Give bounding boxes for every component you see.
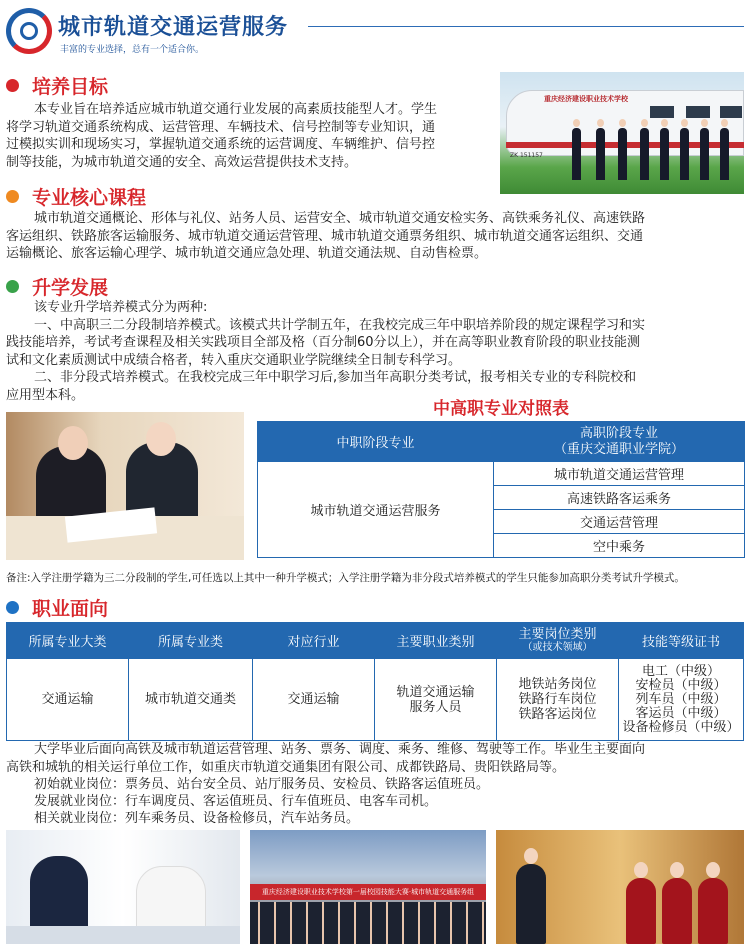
train-crew-photo	[500, 72, 744, 194]
header-divider	[308, 26, 744, 27]
courses-line: 城市轨道交通概论、形体与礼仪、站务人员、运营安全、城市轨道交通安检实务、高铁乘务礼仪、高速铁路	[34, 211, 646, 226]
job-header: 所属专业类	[129, 623, 253, 659]
bullet-dot-icon	[6, 280, 19, 293]
section-training-heading	[6, 72, 108, 99]
job-header: 对应行业	[253, 623, 375, 659]
training-line: 本专业旨在培养适应城市轨道交通行业发展的高素质技能型人才。学生	[34, 102, 438, 117]
training-text	[6, 101, 498, 171]
comparison-right-value: 交通运营管理	[494, 510, 745, 534]
further-line: 二、非分段式培养模式。在我校完成三年中职学习后,参加当年高职分类考试，报考相关专业的专科院校和	[34, 370, 637, 385]
further-line: 一、中高职三二分段制培养模式。该模式共计学制五年，在我校完成三年中职培养阶段的规定课程学习和实	[34, 317, 646, 333]
job-cell: 城市轨道交通类	[129, 659, 253, 741]
skills-competition-photo	[250, 830, 486, 944]
competition-banner: 重庆经济建设职业技术学校第一届校园技能大赛·城市轨道交通服务组	[250, 884, 486, 900]
section-further-heading	[6, 273, 108, 300]
initial-positions: 初始就业岗位：票务员、站台安全员、站厅服务员、安检员、铁路客运值班员。	[34, 777, 490, 792]
school-logo-icon	[6, 8, 52, 54]
bullet-dot-icon	[6, 601, 19, 614]
job-header: 主要岗位类别 （或技术领域）	[497, 623, 619, 659]
train-number: ZK 151157	[510, 152, 543, 159]
section-career-title: 职业面向	[32, 598, 109, 620]
employment-text	[6, 741, 744, 776]
job-cell: 地铁站务岗位 铁路行车岗位 铁路客运岗位	[497, 659, 619, 741]
training-line: 过模拟实训和现场实习，掌握轨道交通系统的运营调度、车辆维护、信号控	[6, 137, 436, 152]
section-courses-heading	[6, 183, 146, 210]
further-line: 试和文化素质测试中成绩合格者，转入重庆交通职业学院继续全日制专科学习。	[6, 352, 462, 368]
comparison-left-value: 城市轨道交通运营服务	[258, 462, 494, 558]
courses-line: 运输概论、旅客运输心理学、城市轨道交通应急处理、轨道交通法规、自动售检票。	[6, 246, 488, 261]
develop-positions: 发展就业岗位：行车调度员、客运值班员、行车值班员、电客车司机。	[34, 794, 438, 809]
comparison-title: 中高职专业对照表	[433, 399, 569, 419]
job-header: 所属专业大类	[7, 623, 129, 659]
training-line: 制等技能，为城市轨道交通的安全、高效运营提供技术支持。	[6, 154, 358, 170]
train-school-name: 重庆经济建设职业技术学校	[544, 95, 628, 103]
crew-uniform-photo	[496, 830, 744, 944]
comparison-right-value: 城市轨道交通运营管理	[494, 462, 745, 486]
courses-text	[6, 210, 744, 263]
page-subtitle: 丰富的专业选择，总有一个适合你。	[60, 45, 205, 55]
employment-line: 大学毕业后面向高铁及城市轨道运营管理、站务、票务、调度、乘务、维修、驾驶等工作。毕业生主要面向	[34, 742, 646, 757]
comparison-header-right: 高职阶段专业 （重庆交通职业学院）	[494, 422, 745, 462]
further-text	[6, 299, 744, 404]
comparison-right-value: 高速铁路客运乘务	[494, 486, 745, 510]
further-line: 应用型本科。	[6, 387, 85, 403]
page-title: 城市轨道交通运营服务	[58, 15, 289, 40]
comparison-right-value: 空中乘务	[494, 534, 745, 558]
section-further-title: 升学发展	[32, 277, 109, 299]
career-table	[6, 622, 744, 741]
bullet-dot-icon	[6, 79, 19, 92]
further-line: 该专业升学培养模式分为两种:	[34, 300, 208, 315]
comparison-header-left: 中职阶段专业	[258, 422, 494, 462]
section-training-title: 培养目标	[32, 76, 109, 98]
further-line: 践技能培养，考试考查课程及相关实践项目全部及格（百分制60分以上），并在高等职业教育阶段的职业技能测	[6, 335, 641, 350]
job-header: 主要职业类别	[375, 623, 497, 659]
job-cell: 轨道交通运输 服务人员	[375, 659, 497, 741]
comparison-table	[257, 421, 745, 558]
employment-line: 高铁和城轨的相关运行单位工作，如重庆市轨道交通集团有限公司、成都铁路局、贵阳铁路局等。	[6, 759, 566, 775]
training-line: 将学习轨道交通系统构成、运营管理、车辆技术、信号控制等专业知识，通	[6, 119, 436, 135]
service-training-photo	[6, 830, 240, 944]
job-cell: 电工（中级） 安检员（中级） 列车员（中级） 客运员（中级） 设备检修员（中级）	[619, 659, 744, 741]
bullet-dot-icon	[6, 190, 19, 203]
related-positions: 相关就业岗位：列车乘务员、设备检修员，汽车站务员。	[34, 811, 360, 826]
job-header: 技能等级证书	[619, 623, 744, 659]
section-career-heading	[6, 594, 108, 621]
note-text: 备注:入学注册学籍为三二分段制的学生,可任选以上其中一种升学模式；入学注册学籍为非分段式培养模式的学生只能参加高职分类考试升学模式。	[6, 572, 685, 584]
job-cell: 交通运输	[253, 659, 375, 741]
courses-line: 客运组织、铁路旅客运输服务、城市轨道交通运营管理、城市轨道交通票务组织、城市轨道交通客运组织、交通	[6, 228, 644, 244]
section-courses-title: 专业核心课程	[32, 187, 147, 209]
students-studying-photo	[6, 412, 244, 560]
job-cell: 交通运输	[7, 659, 129, 741]
